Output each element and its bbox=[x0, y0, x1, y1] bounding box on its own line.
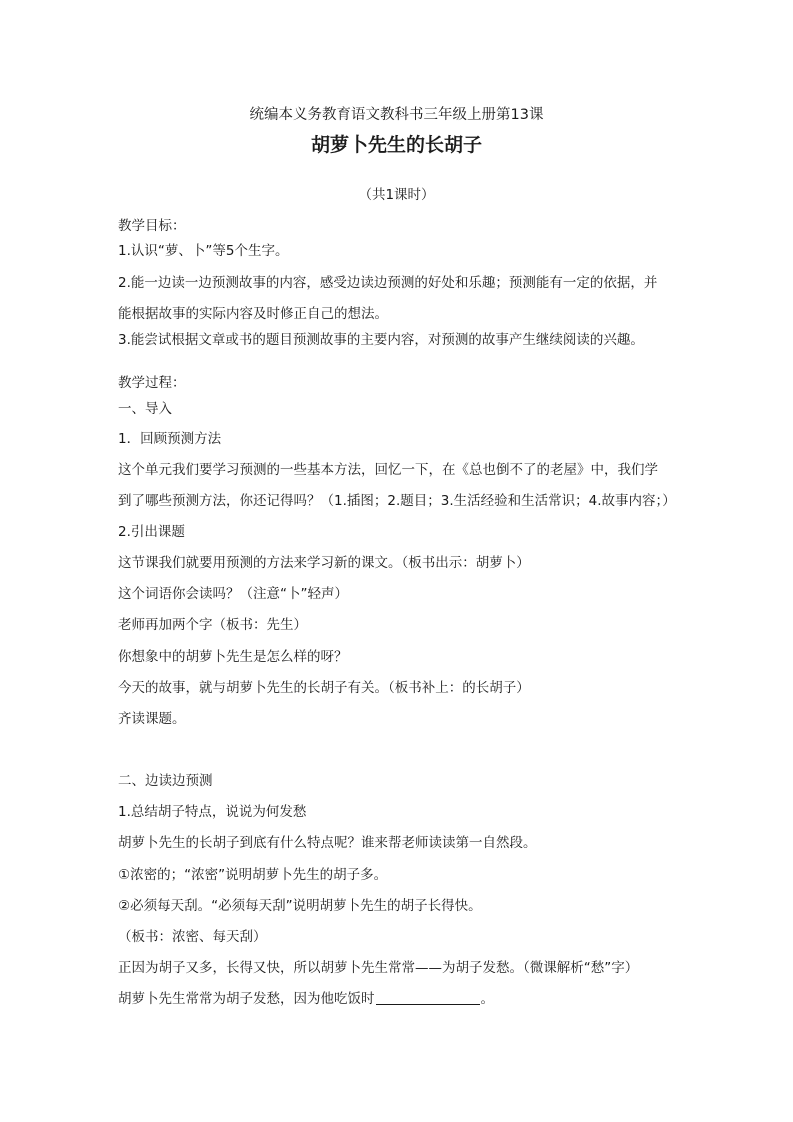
lesson-subtitle: 统编本义务教育语文教科书三年级上册第13课 bbox=[249, 107, 544, 123]
paragraph-line: （板书：浓密、每天刮） bbox=[118, 929, 267, 945]
process-heading: 教学过程： bbox=[118, 375, 186, 391]
lesson-title: 胡萝卜先生的长胡子 bbox=[310, 134, 482, 156]
paragraph-line: 正因为胡子又多，长得又快，所以胡萝卜先生常常——为胡子发愁。（微课解析“愁”字） bbox=[118, 960, 639, 976]
fill-blank bbox=[376, 990, 480, 1005]
paragraph-line: 这节课我们就要用预测的方法来学习新的课文。（板书出示：胡萝卜） bbox=[118, 555, 530, 571]
paragraph-line: 齐读课题。 bbox=[118, 711, 186, 727]
goal-item: 能根据故事的实际内容及时修正自己的想法。 bbox=[118, 306, 388, 322]
fill-in-line bbox=[118, 990, 678, 1008]
section-title: 二、边读边预测 bbox=[118, 773, 213, 789]
paragraph-line: 到了哪些预测方法，你还记得吗？（1.插图；2.题目；3.生活经验和生活常识；4.故事内容；） bbox=[118, 493, 676, 509]
paragraph-line: 2.引出课题 bbox=[118, 524, 185, 540]
paragraph-line: 这个词语你会读吗？（注意“卜”轻声） bbox=[118, 586, 348, 602]
lesson-duration: （共1课时） bbox=[358, 187, 435, 203]
fill-suffix: 。 bbox=[480, 991, 494, 1007]
goal-item: 1.认识“萝、卜”等5个生字。 bbox=[118, 243, 289, 259]
paragraph-line: 胡萝卜先生的长胡子到底有什么特点呢？谁来帮老师读读第一自然段。 bbox=[118, 835, 537, 851]
paragraph-line: 老师再加两个字（板书：先生） bbox=[118, 617, 307, 633]
paragraph-line: ①浓密的；“浓密”说明胡萝卜先生的胡子多。 bbox=[118, 867, 388, 883]
paragraph-line: 今天的故事，就与胡萝卜先生的长胡子有关。（板书补上：的长胡子） bbox=[118, 680, 530, 696]
paragraph-line: 1．回顾预测方法 bbox=[118, 431, 222, 447]
paragraph-line: 你想象中的胡萝卜先生是怎么样的呀？ bbox=[118, 649, 348, 665]
paragraph-line: 1.总结胡子特点，说说为何发愁 bbox=[118, 804, 307, 820]
fill-prefix: 胡萝卜先生常常为胡子发愁，因为他吃饭时 bbox=[118, 991, 375, 1007]
goal-item: 3.能尝试根据文章或书的题目预测故事的主要内容，对预测的故事产生继续阅读的兴趣。 bbox=[118, 332, 644, 348]
paragraph-line: 这个单元我们要学习预测的一些基本方法，回忆一下，在《总也倒不了的老屋》中，我们学 bbox=[118, 462, 658, 478]
paragraph-line: ②必须每天刮。“必须每天刮”说明胡萝卜先生的胡子长得快。 bbox=[118, 898, 482, 914]
goals-heading: 教学目标： bbox=[118, 218, 186, 234]
goal-item: 2.能一边读一边预测故事的内容，感受边读边预测的好处和乐趣；预测能有一定的依据，并 bbox=[118, 275, 658, 291]
section-title: 一、导入 bbox=[118, 401, 172, 417]
